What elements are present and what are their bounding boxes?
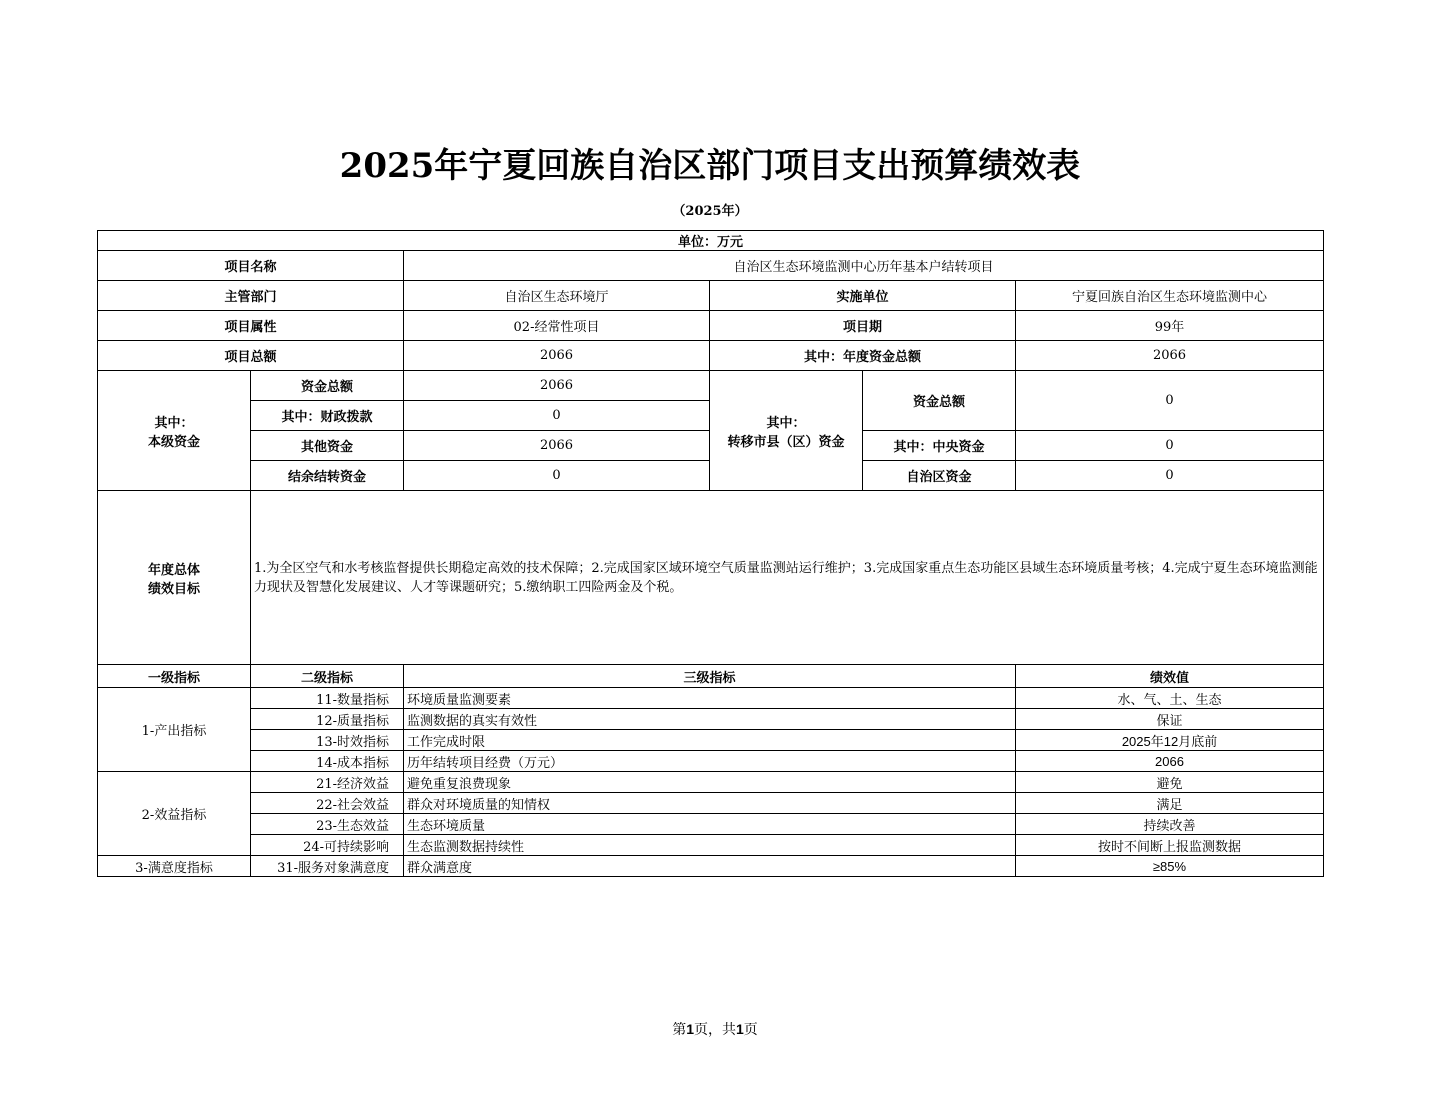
header-value: 绩效值 [1016,665,1324,688]
indicator-level3: 避免重复浪费现象 [404,772,1016,793]
project-period-label: 项目期 [710,311,1016,341]
local-carryover-label: 结余结转资金 [251,461,404,491]
footer-total-pages: 1 [736,1021,744,1037]
annual-goal-label [98,491,251,665]
indicator-level3: 群众对环境质量的知情权 [404,793,1016,814]
indicator-level1: 3-满意度指标 [98,856,251,877]
local-other-value: 2066 [404,431,710,461]
indicator-value: ≥85% [1016,856,1324,877]
footer-prefix: 第 [672,1022,687,1038]
footer-page-number: 1 [686,1021,694,1037]
indicator-level2: 11-数量指标 [251,688,404,709]
indicator-value: 避免 [1016,772,1324,793]
impl-unit-value: 宁夏回族自治区生态环境监测中心 [1016,281,1324,311]
local-fiscal-label: 其中：财政拨款 [251,401,404,431]
annual-total-value: 2066 [1016,341,1324,371]
indicator-level3: 工作完成时限 [404,730,1016,751]
local-funds-label: 资金总额 [251,371,404,401]
transfer-funds-label: 资金总额 [863,371,1016,431]
indicator-value: 保证 [1016,709,1324,730]
header-level1: 一级指标 [98,665,251,688]
annual-goal-label-line1: 年度总体 [147,562,200,578]
indicator-level3: 生态环境质量 [404,814,1016,835]
impl-unit-label: 实施单位 [710,281,1016,311]
transfer-funds-group-line2: 转移市县（区）资金 [727,434,845,450]
transfer-central-label: 其中：中央资金 [863,431,1016,461]
local-funds-group-label [98,371,251,491]
project-total-label: 项目总额 [98,341,404,371]
indicator-level2: 14-成本指标 [251,751,404,772]
local-carryover-value: 0 [404,461,710,491]
indicator-value: 按时不间断上报监测数据 [1016,835,1324,856]
dept-label: 主管部门 [98,281,404,311]
local-funds-group-line2: 本级资金 [147,434,200,450]
indicator-value: 2025年12月底前 [1016,730,1324,751]
indicator-value: 2066 [1016,751,1324,772]
footer-suffix: 页 [743,1022,758,1038]
transfer-region-label: 自治区资金 [863,461,1016,491]
header-level3: 三级指标 [404,665,1016,688]
indicator-level3: 环境质量监测要素 [404,688,1016,709]
performance-table [97,230,1324,877]
annual-goal-label-line2: 绩效目标 [147,581,200,597]
project-period-value: 99年 [1016,311,1324,341]
indicator-level2: 24-可持续影响 [251,835,404,856]
project-total-value: 2066 [404,341,710,371]
local-fiscal-value: 0 [404,401,710,431]
local-funds-value: 2066 [404,371,710,401]
indicator-level2: 22-社会效益 [251,793,404,814]
transfer-funds-group-line1: 其中： [766,415,806,431]
project-attr-label: 项目属性 [98,311,404,341]
page-footer [0,1019,1430,1039]
indicator-level2: 12-质量指标 [251,709,404,730]
project-name-value: 自治区生态环境监测中心历年基本户结转项目 [404,251,1324,281]
indicator-level1: 2-效益指标 [98,772,251,856]
transfer-central-value: 0 [1016,431,1324,461]
indicator-value: 满足 [1016,793,1324,814]
document-subtitle: （2025年） [672,204,748,219]
dept-value: 自治区生态环境厅 [404,281,710,311]
annual-total-label: 其中：年度资金总额 [710,341,1016,371]
indicator-level3: 生态监测数据持续性 [404,835,1016,856]
unit-label: 单位：万元 [98,231,1324,251]
indicator-level3: 历年结转项目经费（万元） [404,751,1016,772]
footer-mid: 页，共 [694,1022,736,1038]
indicator-level2: 13-时效指标 [251,730,404,751]
indicator-level1: 1-产出指标 [98,688,251,772]
indicator-value: 水、气、土、生态 [1016,688,1324,709]
indicator-level3: 监测数据的真实有效性 [404,709,1016,730]
indicator-level3: 群众满意度 [404,856,1016,877]
project-attr-value: 02-经常性项目 [404,311,710,341]
transfer-funds-value: 0 [1016,371,1324,431]
indicator-level2: 21-经济效益 [251,772,404,793]
local-funds-group-line1: 其中： [154,415,194,431]
indicator-level2: 31-服务对象满意度 [251,856,404,877]
indicator-level2: 23-生态效益 [251,814,404,835]
local-other-label: 其他资金 [251,431,404,461]
transfer-funds-group-label [710,371,863,491]
project-name-label: 项目名称 [98,251,404,281]
transfer-region-value: 0 [1016,461,1324,491]
indicator-value: 持续改善 [1016,814,1324,835]
annual-goal-text: 1.为全区空气和水考核监督提供长期稳定高效的技术保障；2.完成国家区域环境空气质量监测站运行维护；3.完成国家重点生态功能区县域生态环境质量考核；4.完成宁夏生态环境监测能力现状及智慧化发展建议、人才等课题研究；5.缴纳职工四险两金及个税。 [251,491,1324,665]
document-title: 2025年宁夏回族自治区部门项目支出预算绩效表 [339,146,1081,186]
header-level2: 二级指标 [251,665,404,688]
